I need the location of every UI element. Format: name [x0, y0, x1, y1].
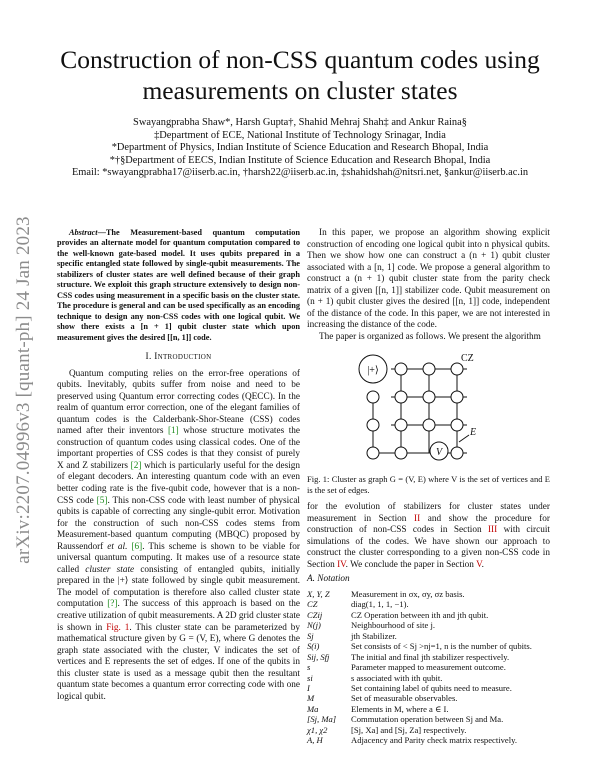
graph-vertex — [367, 391, 379, 403]
citation-link[interactable]: [2] — [130, 460, 142, 471]
notation-symbol: M — [307, 693, 315, 704]
graph-vertex — [451, 363, 463, 375]
graph-vertex — [423, 419, 435, 431]
cz-label: CZ — [461, 353, 474, 365]
body-text: . — [481, 559, 484, 570]
body-text: with circuit simulations of the codes. We have shown our approach to construct the cluster corresponding to a given non-CSS code in Section — [307, 525, 550, 570]
edge-pointer — [459, 435, 469, 442]
table-row — [307, 704, 550, 714]
table-row — [307, 725, 550, 735]
notation-heading: A. Notation — [307, 574, 350, 585]
arxiv-id: arXiv:2207.04996v3 [quant-ph] 24 Jan 2023 — [13, 216, 34, 564]
table-row — [307, 683, 550, 693]
intro-text: . This non-CSS code with least number of physical qubits is capable of correcting any single-qubit error. Motivation for the construction of such non-CSS codes stems from Measurement-based quantum computing (MBQC) proposed by Raussendorf — [57, 495, 301, 552]
intro-text: whose structure motivates the construction of quantum codes using classical codes. One of the important properties of CSS codes is that they consist of purely X and Z stabilizers — [57, 426, 300, 471]
notation-definition: Measurement in σx, σy, σz basis. — [351, 588, 465, 599]
notation-symbol: N(j) — [307, 620, 321, 631]
table-row — [307, 735, 550, 745]
notation-symbol: A, H — [307, 735, 323, 746]
arxiv-stamp — [2, 200, 46, 580]
abstract — [57, 228, 300, 343]
section-link[interactable]: II — [413, 513, 421, 524]
edge-label: E — [470, 427, 477, 439]
notation-definition: Commutation operation between Sj and Ma. — [351, 714, 504, 725]
intro-text: . This cluster state can be parameterized by mathematical structure given by G = (V, E), where G denotes the graph state associated with the cluster, V indicates the set of vertices and E represents the set of edges. If one of the qubits in this cluster state is used as a message qubit then the resultant quantum state becomes a quantum error correcting code with one logical qubit. — [57, 622, 300, 702]
notation-symbol: Sj — [307, 630, 314, 641]
table-row — [307, 714, 550, 724]
figure-link[interactable]: Fig. 1 — [106, 622, 130, 633]
intro-text: . The success of this approach is based on the creative utilization of qubit measurements. A 2D grid cluster state is shown in — [57, 599, 301, 633]
notation-symbol: Ma — [307, 703, 319, 714]
affiliation-nit: ‡Department of ECE, National Institute of Technology Srinagar, India — [154, 129, 446, 141]
table-row — [307, 589, 550, 599]
table-row — [307, 599, 550, 609]
author-names: Swayangprabha Shaw*, Harsh Gupta†, Shahid Mehraj Shah‡ and Ankur Raina§ — [133, 117, 467, 128]
graph-vertex — [367, 447, 379, 459]
title-line-1: Construction of non-CSS quantum codes using — [60, 45, 540, 74]
graph-vertex — [423, 391, 435, 403]
citation-link[interactable]: [?] — [107, 599, 118, 610]
cluster-graph — [307, 347, 550, 472]
notation-definition: s associated with ith qubit. — [351, 672, 443, 683]
table-row — [307, 673, 550, 683]
intro-text: which is particularly useful for the design of elegant decoders. An interesting quantum code with an even better coding rate is the five-qubit code, however that is a non-CSS code — [57, 460, 301, 506]
intro-text: et al. — [107, 541, 128, 552]
notation-symbol: si — [307, 672, 313, 683]
graph-vertex — [451, 419, 463, 431]
title-line-2: measurements on cluster states — [142, 76, 458, 105]
right-paragraph-3 — [307, 502, 550, 571]
abstract-label: Abstract — [69, 228, 98, 237]
graph-vertex — [367, 419, 379, 431]
notation-symbol: Sij, Sfj — [307, 651, 330, 662]
notation-definition: Neighbourhood of site j. — [351, 620, 436, 631]
graph-vertex — [451, 447, 463, 459]
body-text: and show the procedure for construction of non-CSS codes in Section — [307, 513, 550, 536]
notation-table — [307, 589, 550, 746]
intro-text: . This scheme is shown to be viable for universal quantum computing. It makes use of a resource state called — [57, 541, 301, 575]
notation-definition: [Sj, Xa] and [Sj, Za] respectively. — [351, 724, 467, 735]
intro-paragraph — [57, 369, 300, 704]
affiliation-eecs: *†§Department of EECS, Indian Institute of Science Education and Research Bhopal, India — [109, 154, 491, 166]
notation-definition: Elements in M, where a ∈ I. — [351, 703, 449, 714]
graph-vertex — [395, 447, 407, 459]
figure-caption: Fig. 1: Cluster as graph G = (V, E) where V is the set of vertices and E is the set of edges. — [307, 474, 550, 495]
notation-symbol: X, Y, Z — [307, 588, 330, 599]
notation-definition: CZ Operation between ith and jth qubit. — [351, 609, 489, 620]
graph-vertex — [423, 363, 435, 375]
notation-symbol: s — [307, 662, 311, 673]
table-row — [307, 662, 550, 672]
notation-definition: Adjacency and Parity check matrix respectively. — [351, 735, 517, 746]
notation-symbol: S(i) — [307, 641, 320, 652]
table-row — [307, 652, 550, 662]
notation-definition: diag(1, 1, 1, −1). — [351, 599, 409, 610]
author-block — [0, 117, 600, 180]
notation-symbol: CZ — [307, 599, 318, 610]
intro-text: cluster state — [85, 564, 135, 575]
graph-vertex — [395, 363, 407, 375]
table-row — [307, 693, 550, 703]
section-link[interactable]: V — [476, 559, 482, 570]
notation-definition: Parameter mapped to measurement outcome. — [351, 662, 506, 673]
paper-title — [0, 44, 600, 106]
right-paragraph-1: In this paper, we propose an algorithm showing explicit construction of encoding one logical qubit into n physical qubits. Then we show how one can construct a (n + 1) qubit cluster associated with a [n, 1] code. We propose a general algorithm to construct a (n + 1) qubit cluster state from the parity check matrix of a given [[n, 1]] stabilizer code. Qubit measurement on (n + 1) qubit cluster gives the desired [[n, 1]] code, independent of the distance of the code. In this paper, we are not interested in increasing the distance of the code. — [307, 228, 550, 331]
intro-text: consisting of entangled qubits, initially prepared in the |+⟩ state followed by single qubit measurement. The model of computation is therefore also called cluster state computation — [57, 564, 300, 610]
section-link[interactable]: III — [487, 525, 498, 536]
figure-1 — [307, 347, 550, 472]
body-text: . We conclude the paper in Section — [345, 559, 477, 570]
body-text: for the evolution of stabilizers for cluster states under measurement in Section — [307, 502, 550, 524]
table-row — [307, 631, 550, 641]
table-row — [307, 641, 550, 651]
abstract-text: —The Measurement-based quantum computation provides an alternate model for quantum computation compared to the well-known gate-based model. It uses qubits prepared in a specific entangled state followed by single-qubit measurements. The stabilizers of cluster states are well defined because of their graph structure. We exploit this graph structure extensively to design non-CSS codes using measurement in a specific basis on the cluster state. The procedure is general and can be used specifically as an encoding technique to design any non-CSS codes with one logical qubit. We show there exists a [n + 1] qubit cluster state which upon measurement gives the desired [[n, 1]] code. — [57, 228, 300, 342]
left-column — [57, 228, 300, 703]
citation-link[interactable]: [5] — [96, 495, 108, 506]
citation-link[interactable]: [6] — [131, 541, 143, 552]
notation-symbol: I — [307, 682, 310, 693]
graph-vertex — [395, 419, 407, 431]
notation-definition: Set consists of < Sj >nj=1, n is the number of qubits. — [351, 641, 532, 652]
graph-vertex — [451, 391, 463, 403]
graph-vertex — [395, 391, 407, 403]
plus-state-label: |+⟩ — [367, 365, 379, 377]
notation-symbol: CZij — [307, 609, 323, 620]
intro-text: Quantum computing relies on the error-free operations of qubits. Inevitably, qubits suffer from noise and need to be preserved using Quantum error correcting codes (QECC). In the realm of quantum error correction, one of the elegant families of quantum codes is the Calderbank-Shor-Steane (CSS) codes named after their inventors — [57, 368, 300, 437]
right-column — [307, 228, 550, 746]
notation-definition: Set of measurable observables. — [351, 693, 458, 704]
notation-symbol: [Sj, Ma] — [307, 714, 337, 725]
citation-link[interactable]: [1] — [167, 426, 179, 437]
notation-definition: Set containing label of qubits need to measure. — [351, 682, 512, 693]
vertex-label: V — [435, 447, 443, 459]
affiliation-physics: *Department of Physics, Indian Institute of Science Education and Research Bhopal, India — [111, 142, 489, 154]
table-row — [307, 620, 550, 630]
notation-definition: The initial and final jth stabilizer respectively. — [351, 651, 510, 662]
author-emails: Email: *swayangprabha17@iiserb.ac.in, †harsh22@iiserb.ac.in, ‡shahidshah@nitsri.net, §ankur@iiserb.ac.in — [71, 167, 529, 179]
notation-symbol: χ1, χ2 — [307, 724, 328, 735]
right-paragraph-2: The paper is organized as follows. We present the algorithm — [319, 331, 541, 342]
section-link[interactable]: IV — [337, 559, 346, 570]
notation-definition: jth Stabilizer. — [351, 630, 397, 641]
table-row — [307, 610, 550, 620]
section-1-heading: I. Introduction — [145, 351, 212, 362]
